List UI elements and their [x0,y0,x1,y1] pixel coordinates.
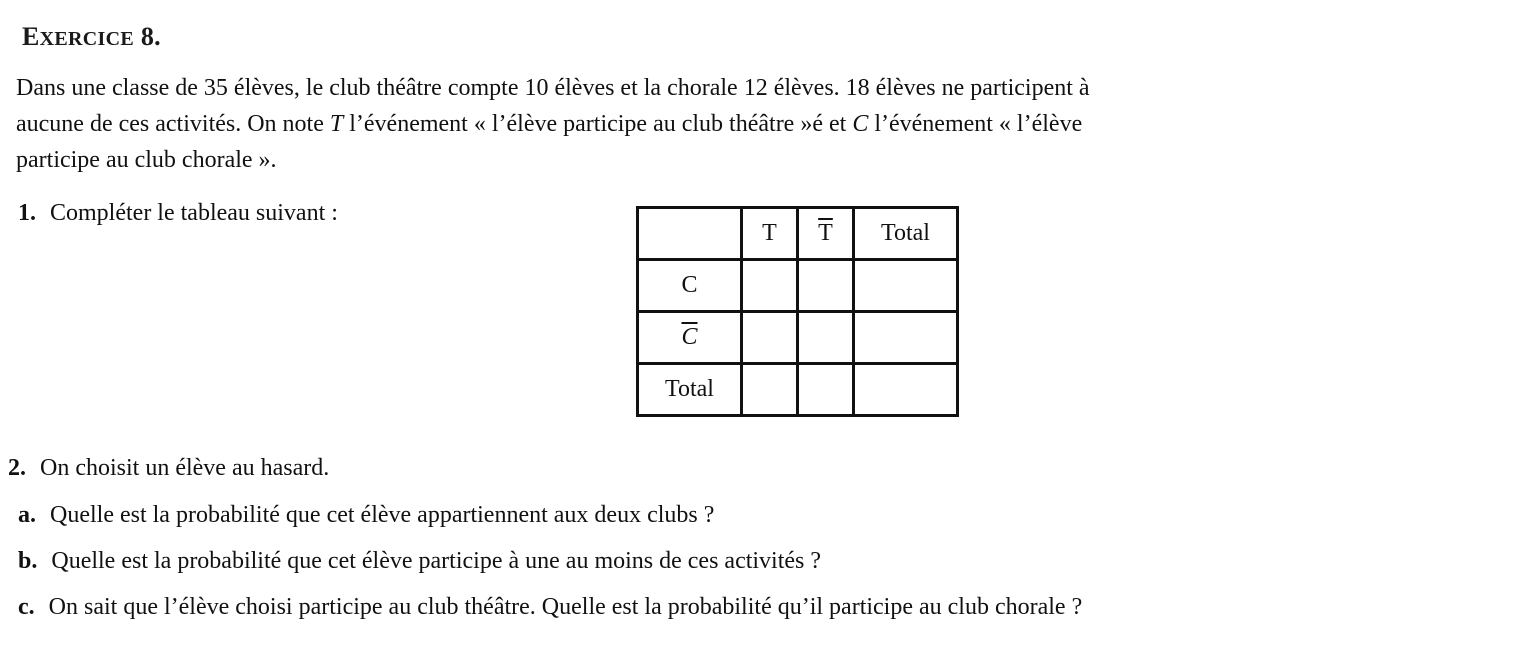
question-2b-text: Quelle est la probabilité que cet élève participe à une au moins de ces activités ? [51,548,822,574]
question-2c-text: On sait que l’élève choisi participe au club théâtre. Quelle est la probabilité qu’il participe au club chorale ? [48,594,1083,620]
table-cell-empty[interactable] [854,260,958,312]
question-2a-label: a. [18,502,36,528]
intro-line-3: participe au club chorale ». [16,147,277,173]
table-cell-empty[interactable] [854,364,958,416]
intro-line-1: Dans une classe de 35 élèves, le club théâtre compte 10 élèves et la chorale 12 élèves. 18 élèves ne participent à [16,75,1090,101]
question-2b-label: b. [18,548,38,574]
row-label-total: Total [638,364,742,416]
question-2c [18,594,1082,621]
question-2b [18,548,821,575]
table-header-row [638,208,958,260]
variable-c: C [852,111,869,137]
question-1-text: Compléter le tableau suivant : [50,200,338,226]
title-number: 8. [140,22,161,51]
intro-line-2 [16,106,1496,142]
table-row-total [638,364,958,416]
intro-line-2-c: l’événement « l’élève [868,111,1083,137]
table-cell-empty[interactable] [798,260,854,312]
intro-line-2-a: aucune de ces activités. On note [16,111,330,137]
intro-line-2-b: l’événement « l’élève participe au club théâtre »é et [343,111,853,137]
question-2-number: 2. [8,455,26,481]
contingency-table [636,206,959,417]
question-1 [18,200,338,227]
header-t: T [742,208,798,260]
question-2a [18,502,714,529]
header-t-complement: $\overline{T}$ [798,208,854,260]
variable-t: T [329,111,344,137]
title-prefix: E [22,22,40,51]
row-label-c-complement: $\overline{C}$ [638,312,742,364]
table-cell-empty[interactable] [854,312,958,364]
row-label-c: C [638,260,742,312]
exercise-title [22,22,161,52]
table-cell-empty[interactable] [798,312,854,364]
table-row-c-complement [638,312,958,364]
question-2c-label: c. [18,594,35,620]
question-2-text: On choisit un élève au hasard. [40,455,330,481]
table-cell-empty[interactable] [742,312,798,364]
title-rest: XERCICE [39,28,134,50]
question-1-number: 1. [18,200,36,226]
table-cell-empty[interactable] [742,260,798,312]
table-row-c [638,260,958,312]
header-total: Total [854,208,958,260]
table-cell-empty[interactable] [742,364,798,416]
question-2 [8,455,329,482]
table-cell-empty[interactable] [798,364,854,416]
question-2a-text: Quelle est la probabilité que cet élève appartiennent aux deux clubs ? [50,502,715,528]
table-corner-cell [638,208,742,260]
